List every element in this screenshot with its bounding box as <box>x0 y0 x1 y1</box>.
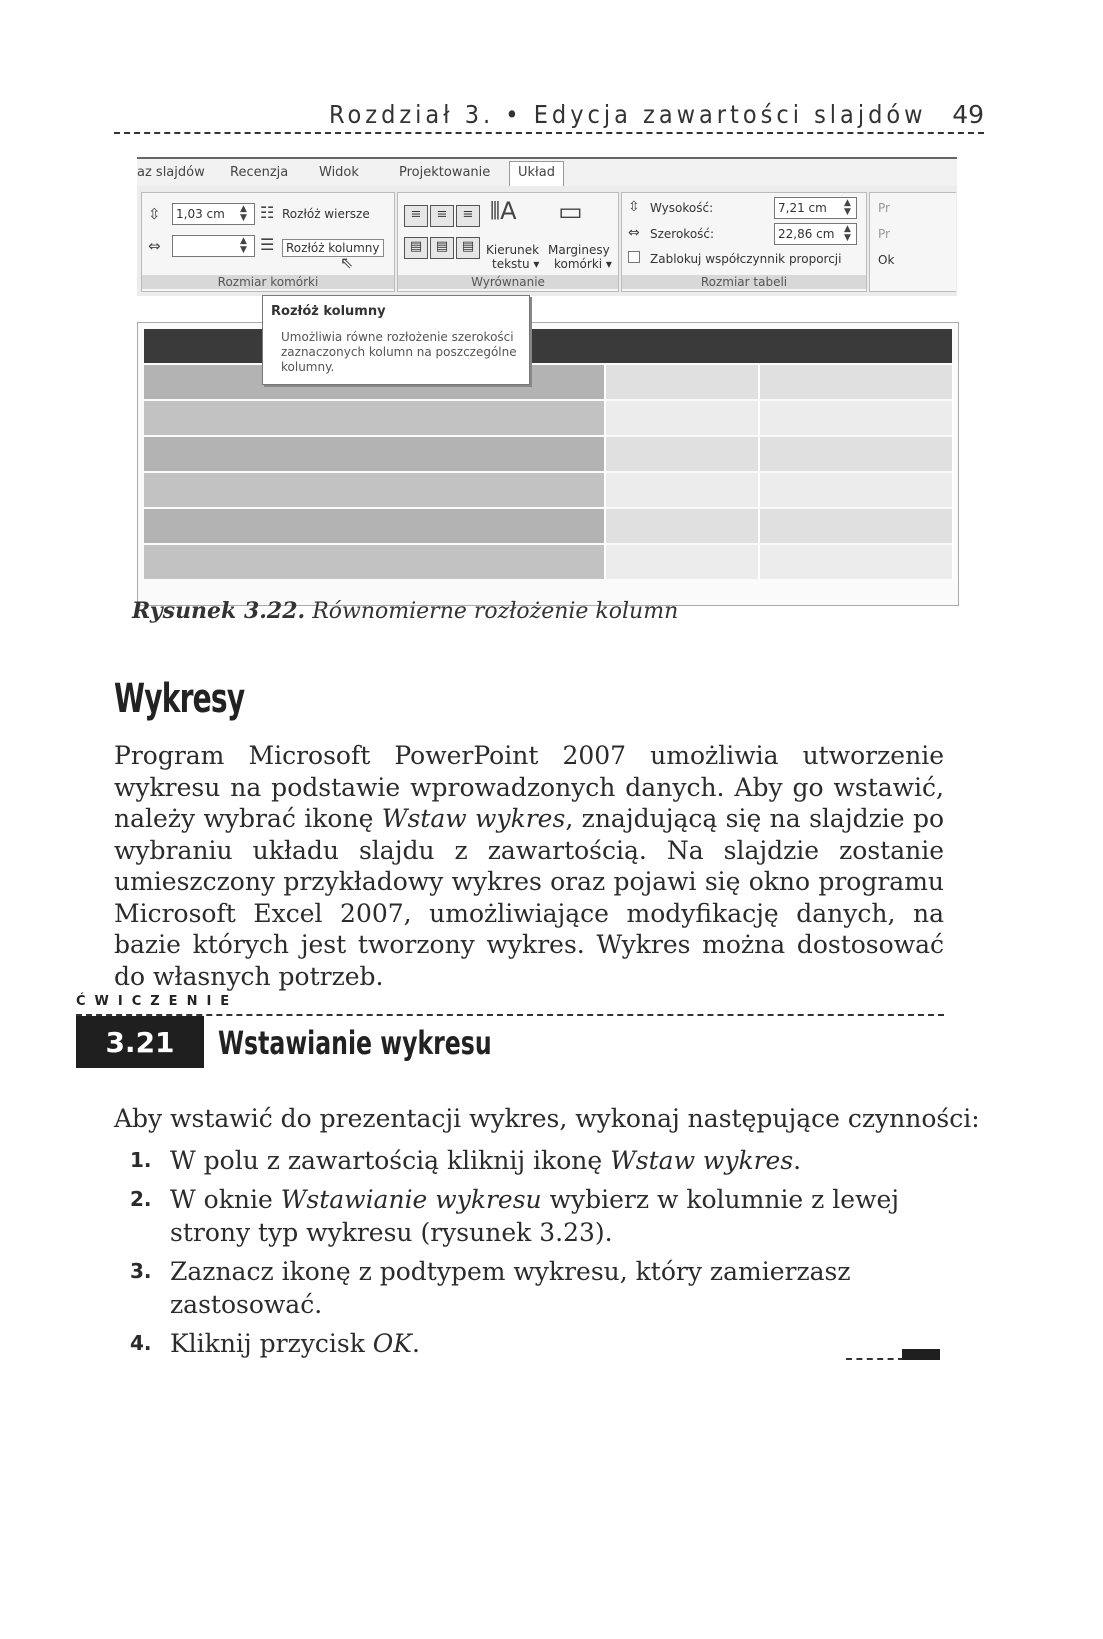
table-cell[interactable] <box>606 365 760 399</box>
chapter-title: Rozdział 3. • Edycja zawartości slajdów <box>329 100 927 129</box>
table-cell-selected[interactable] <box>144 437 606 471</box>
step-emphasis: OK <box>372 1329 412 1358</box>
step-number: 4. <box>130 1331 152 1355</box>
table-cell[interactable] <box>760 473 954 507</box>
figure-caption <box>132 598 678 624</box>
align-center-icon[interactable]: ≡ <box>430 205 454 227</box>
paragraph-emphasis: Wstaw wykres <box>381 804 566 833</box>
tab-design[interactable]: Projektowanie <box>399 165 491 180</box>
list-item <box>130 1144 950 1177</box>
table-size-group <box>621 192 867 292</box>
cell-height-input[interactable]: 1,03 cm <box>172 203 255 225</box>
tab-view[interactable]: Widok <box>319 165 359 180</box>
table-row[interactable] <box>144 473 952 507</box>
alignment-group-label: Wyrównanie <box>398 275 618 289</box>
lock-ratio-checkbox[interactable] <box>628 251 640 263</box>
table-height-label: Wysokość: <box>650 201 714 215</box>
table-cell-selected[interactable] <box>144 545 606 579</box>
table-row[interactable] <box>144 401 952 435</box>
width-spinner-icon[interactable]: ▲ ▼ <box>240 236 247 255</box>
table-cell[interactable] <box>606 545 760 579</box>
table-cell[interactable] <box>760 365 954 399</box>
table-row[interactable] <box>144 437 952 471</box>
exercise-divider <box>76 1014 944 1016</box>
distribute-columns-icon: ☰ <box>260 235 275 254</box>
distribute-columns-tooltip <box>262 295 530 385</box>
exercise-end-mark <box>902 1349 940 1360</box>
table-cell[interactable] <box>760 545 954 579</box>
align-right-icon[interactable]: ≡ <box>456 205 480 227</box>
distribute-columns-button[interactable]: Rozłóż kolumny <box>282 239 384 257</box>
table-cell[interactable] <box>760 437 954 471</box>
figure-caption-text: Równomierne rozłożenie kolumn <box>312 599 679 624</box>
table-cell[interactable] <box>606 473 760 507</box>
row-height-icon: ⇳ <box>148 205 161 223</box>
exercise-number-badge: 3.21 <box>76 1016 204 1068</box>
distribute-rows-button[interactable]: Rozłóż wiersze <box>282 207 370 221</box>
align-bottom-icon[interactable]: ▤ <box>456 237 480 259</box>
figure-label: Rysunek 3.22. <box>132 598 306 624</box>
tab-review[interactable]: Recenzja <box>230 165 289 180</box>
paragraph-text: , znajdującą się na slajdzie po wybraniu układu slajdu z zawartością. Na slajdzie zostanie umieszczony przykładowy wykres oraz pojawi się okno programu Microsoft Excel 2007, umożliwiające modyfikację danych, na bazie których jest tworzony wykres. Wykres można dostosować do własnych potrzeb. <box>114 804 944 991</box>
mouse-pointer-icon: ⇖ <box>340 253 354 272</box>
text-direction-label[interactable]: Kierunek <box>486 243 540 257</box>
tooltip-title: Rozłóż kolumny <box>271 304 386 319</box>
ribbon-panel <box>137 186 957 296</box>
align-left-icon[interactable]: ≡ <box>404 205 428 227</box>
table-width-label: Szerokość: <box>650 227 715 241</box>
step-emphasis: Wstawianie wykresu <box>280 1185 542 1214</box>
step-number: 2. <box>130 1187 152 1211</box>
height-spinner-icon[interactable]: ▲ ▼ <box>240 204 247 223</box>
lock-ratio-label[interactable]: Zablokuj współczynnik proporcji <box>650 252 842 266</box>
exercise-label: ĆWICZENIE <box>76 994 239 1009</box>
exercise-intro: Aby wstawić do prezentacji wykres, wykonaj następujące czynności: <box>114 1104 980 1133</box>
exercise-title: Wstawianie wykresu <box>218 1024 492 1062</box>
table-cell-selected[interactable] <box>144 473 606 507</box>
exercise-end-line <box>846 1358 904 1360</box>
table-cell-selected[interactable] <box>144 509 606 543</box>
table-width-icon: ⇔ <box>628 225 640 241</box>
paragraph-text: Program Microsoft PowerPoint 2007 umożliwia utworzenie wykresu na podstawie wprowadzonych danych. Aby go wstawić, należy wybrać ikonę <box>114 741 944 833</box>
step-text: . <box>411 1329 420 1358</box>
table-cell[interactable] <box>606 401 760 435</box>
table-size-group-label: Rozmiar tabeli <box>622 275 866 289</box>
table-cell[interactable] <box>606 509 760 543</box>
step-emphasis: Wstaw wykres <box>610 1146 794 1175</box>
list-item <box>130 1327 950 1360</box>
table-width-input[interactable]: 22,86 cm <box>774 223 857 245</box>
page-number: 49 <box>952 100 984 129</box>
ribbon-tab-bar <box>137 157 957 188</box>
table-cell[interactable] <box>760 401 954 435</box>
cell-size-group <box>141 192 395 292</box>
step-text: wybierz w kolumnie z lewej strony typ wykresu (rysunek 3.23). <box>170 1185 900 1247</box>
table-cell[interactable] <box>606 437 760 471</box>
cell-size-group-label: Rozmiar komórki <box>142 275 394 289</box>
distribute-rows-icon: ☷ <box>260 203 275 222</box>
step-number: 1. <box>130 1148 152 1172</box>
cell-margins-icon[interactable]: ▭ <box>558 197 583 227</box>
section-heading: Wykresy <box>114 676 245 722</box>
running-header <box>114 98 984 134</box>
table-height-input[interactable]: 7,21 cm <box>774 197 857 219</box>
table-height-spinner-icon[interactable]: ▲ ▼ <box>844 198 851 217</box>
arrange-group <box>869 192 956 292</box>
step-text: W polu z zawartością kliknij ikonę <box>170 1146 611 1175</box>
table-cell-selected[interactable] <box>144 401 606 435</box>
cell-margins-dropdown[interactable]: komórki ▾ <box>554 257 612 271</box>
step-text: W oknie <box>170 1185 281 1214</box>
step-text: Zaznacz ikonę z podtypem wykresu, który zamierzasz zastosować. <box>170 1257 851 1319</box>
send-backward-button[interactable]: Pr <box>878 227 890 241</box>
body-paragraph <box>114 740 944 992</box>
step-text: Kliknij przycisk <box>170 1329 373 1358</box>
list-item <box>130 1255 950 1321</box>
table-row[interactable] <box>144 545 952 579</box>
text-direction-dropdown[interactable]: tekstu ▾ <box>492 257 540 271</box>
tooltip-body: Umożliwia równe rozłożenie szerokości zaznaczonych kolumn na poszczególne kolumny. <box>281 330 517 374</box>
selection-pane-button[interactable]: Ok <box>878 253 895 267</box>
cell-margins-label[interactable]: Marginesy <box>548 243 610 257</box>
table-height-icon: ⇳ <box>628 199 640 215</box>
align-top-icon[interactable]: ▤ <box>404 237 428 259</box>
table-width-spinner-icon[interactable]: ▲ ▼ <box>844 224 851 243</box>
step-text: . <box>793 1146 802 1175</box>
tab-slide-show[interactable]: az slajdów <box>137 165 205 180</box>
align-middle-icon[interactable]: ▤ <box>430 237 454 259</box>
tab-layout[interactable]: Układ <box>509 161 564 186</box>
step-number: 3. <box>130 1259 152 1283</box>
list-item <box>130 1183 950 1249</box>
alignment-group <box>397 192 619 292</box>
slide-table <box>137 322 959 606</box>
text-direction-icon[interactable]: ⫴A <box>490 197 517 225</box>
ribbon-screenshot <box>137 157 957 607</box>
bring-forward-button[interactable]: Pr <box>878 201 890 215</box>
exercise-steps <box>130 1144 950 1366</box>
column-width-icon: ⇔ <box>148 237 161 255</box>
table-row[interactable] <box>144 509 952 543</box>
table-cell[interactable] <box>760 509 954 543</box>
